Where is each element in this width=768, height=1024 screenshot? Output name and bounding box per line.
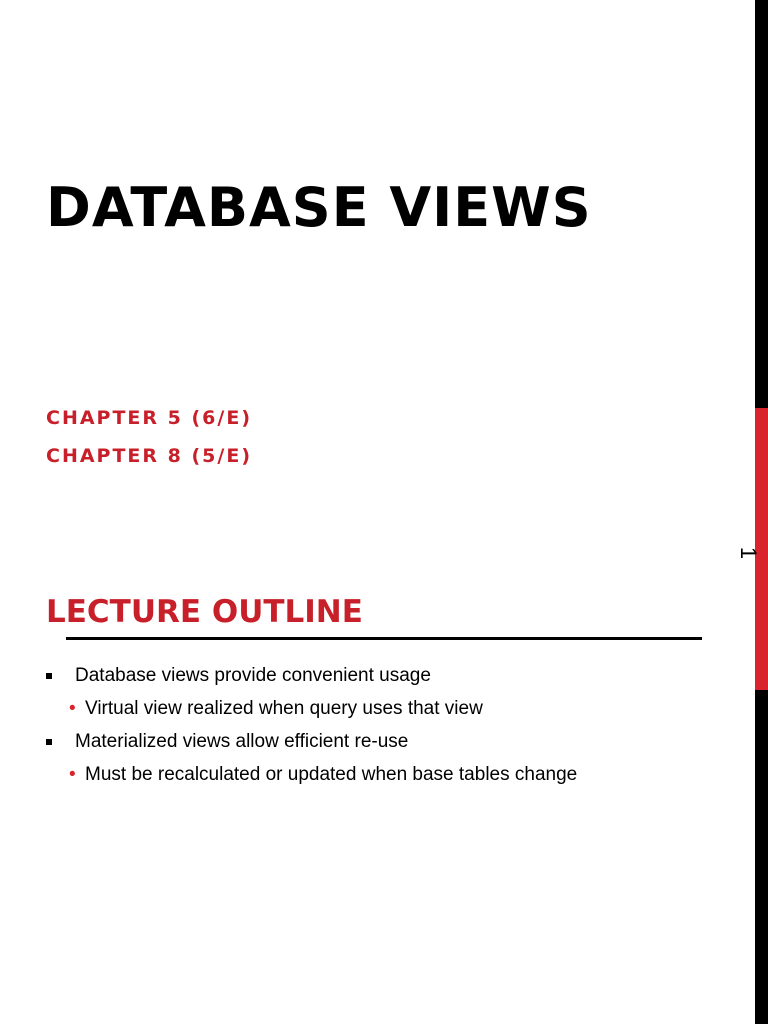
square-bullet-icon bbox=[46, 739, 52, 745]
list-subitem-text: Virtual view realized when query uses that view bbox=[85, 698, 483, 719]
heading-divider bbox=[66, 637, 702, 640]
list-item bbox=[46, 728, 736, 761]
list-subitem-text: Must be recalculated or updated when base tables change bbox=[85, 764, 578, 785]
subtitle-chapter-6e: CHAPTER 5 (6/E) bbox=[46, 407, 253, 429]
slide-number: 1 bbox=[736, 546, 761, 560]
list-item-text: Materialized views allow efficient re-use bbox=[75, 731, 409, 752]
dot-bullet-icon: • bbox=[69, 764, 76, 785]
dot-bullet-icon: • bbox=[69, 698, 76, 719]
list-item-text: Database views provide convenient usage bbox=[75, 665, 431, 686]
slide-title: DATABASE VIEWS bbox=[46, 176, 592, 239]
outline-list bbox=[46, 662, 736, 794]
list-subitem bbox=[46, 695, 736, 728]
subtitle-chapter-5e: CHAPTER 8 (5/E) bbox=[46, 445, 253, 467]
outline-heading: LECTURE OUTLINE bbox=[46, 594, 363, 630]
list-item bbox=[46, 662, 736, 695]
square-bullet-icon bbox=[46, 673, 52, 679]
list-subitem bbox=[46, 761, 736, 794]
